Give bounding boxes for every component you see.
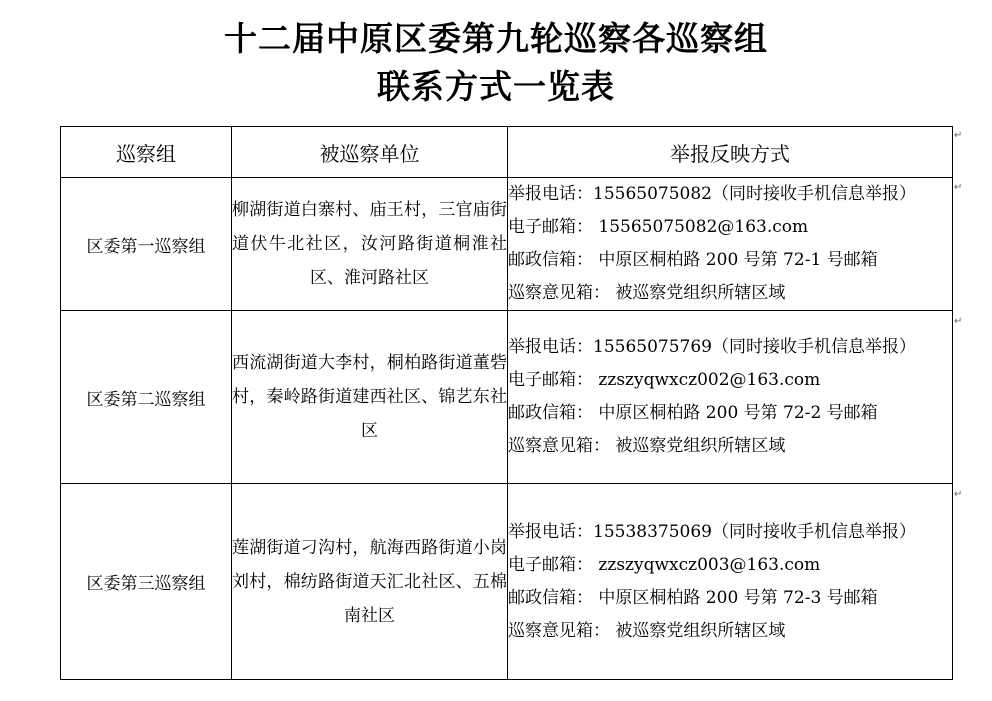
report-email: 电子邮箱： zzszyqwxcz003@163.com	[508, 554, 821, 575]
report-methods	[508, 178, 953, 311]
table-row	[61, 484, 953, 680]
report-suggestion-box: 巡察意见箱： 被巡察党组织所辖区域	[508, 436, 786, 456]
report-suggestion-box: 巡察意见箱： 被巡察党组织所辖区域	[508, 620, 786, 641]
paragraph-mark-icon: ↵	[954, 130, 963, 141]
report-postal-box: 邮政信箱： 中原区桐柏路 200 号第 72-3 号邮箱	[508, 587, 878, 608]
report-email: 电子邮箱： 15565075082@163.com	[508, 217, 809, 237]
report-phone: 举报电话：15538375069（同时接收手机信息举报）	[508, 521, 916, 542]
group-name: 区委第二巡察组	[61, 311, 232, 484]
report-methods	[508, 311, 953, 484]
paragraph-mark-icon: ↵	[954, 316, 963, 327]
units-text: 西流湖街道大李村，桐柏路街道董砦村，秦岭路街道建西社区、锦艺东社区	[232, 353, 507, 441]
paragraph-mark-icon: ↵	[954, 489, 963, 500]
report-methods	[508, 484, 953, 680]
table-row	[61, 311, 953, 484]
report-phone: 举报电话：15565075769（同时接收手机信息举报）	[508, 337, 916, 357]
header-units: 被巡察单位	[232, 127, 508, 178]
group-name: 区委第一巡察组	[61, 178, 232, 311]
report-phone: 举报电话：15565075082（同时接收手机信息举报）	[508, 184, 916, 204]
group-name: 区委第三巡察组	[61, 484, 232, 680]
header-group: 巡察组	[61, 127, 232, 178]
report-suggestion-box: 巡察意见箱： 被巡察党组织所辖区域	[508, 283, 786, 303]
inspected-units	[232, 178, 508, 311]
report-postal-box: 邮政信箱： 中原区桐柏路 200 号第 72-1 号邮箱	[508, 250, 878, 270]
document-title-line2: 联系方式一览表	[377, 67, 615, 106]
table-row	[61, 178, 953, 311]
units-text: 莲湖街道刁沟村，航海西路街道小岗刘村，棉纺路街道天汇北社区、五棉南社区	[232, 537, 507, 626]
paragraph-mark-icon: ↵	[954, 182, 963, 193]
document-title-line1: 十二届中原区委第九轮巡察各巡察组	[224, 19, 768, 58]
report-postal-box: 邮政信箱： 中原区桐柏路 200 号第 72-2 号邮箱	[508, 403, 878, 423]
contact-table	[60, 126, 953, 680]
units-text: 柳湖街道白寨村、庙王村，三官庙街道伏牛北社区，汝河路街道桐淮社区、淮河路社区	[232, 200, 507, 288]
report-email: 电子邮箱： zzszyqwxcz002@163.com	[508, 370, 821, 390]
table-header-row	[61, 127, 953, 178]
inspected-units	[232, 484, 508, 680]
inspected-units	[232, 311, 508, 484]
header-methods: 举报反映方式	[508, 127, 953, 178]
